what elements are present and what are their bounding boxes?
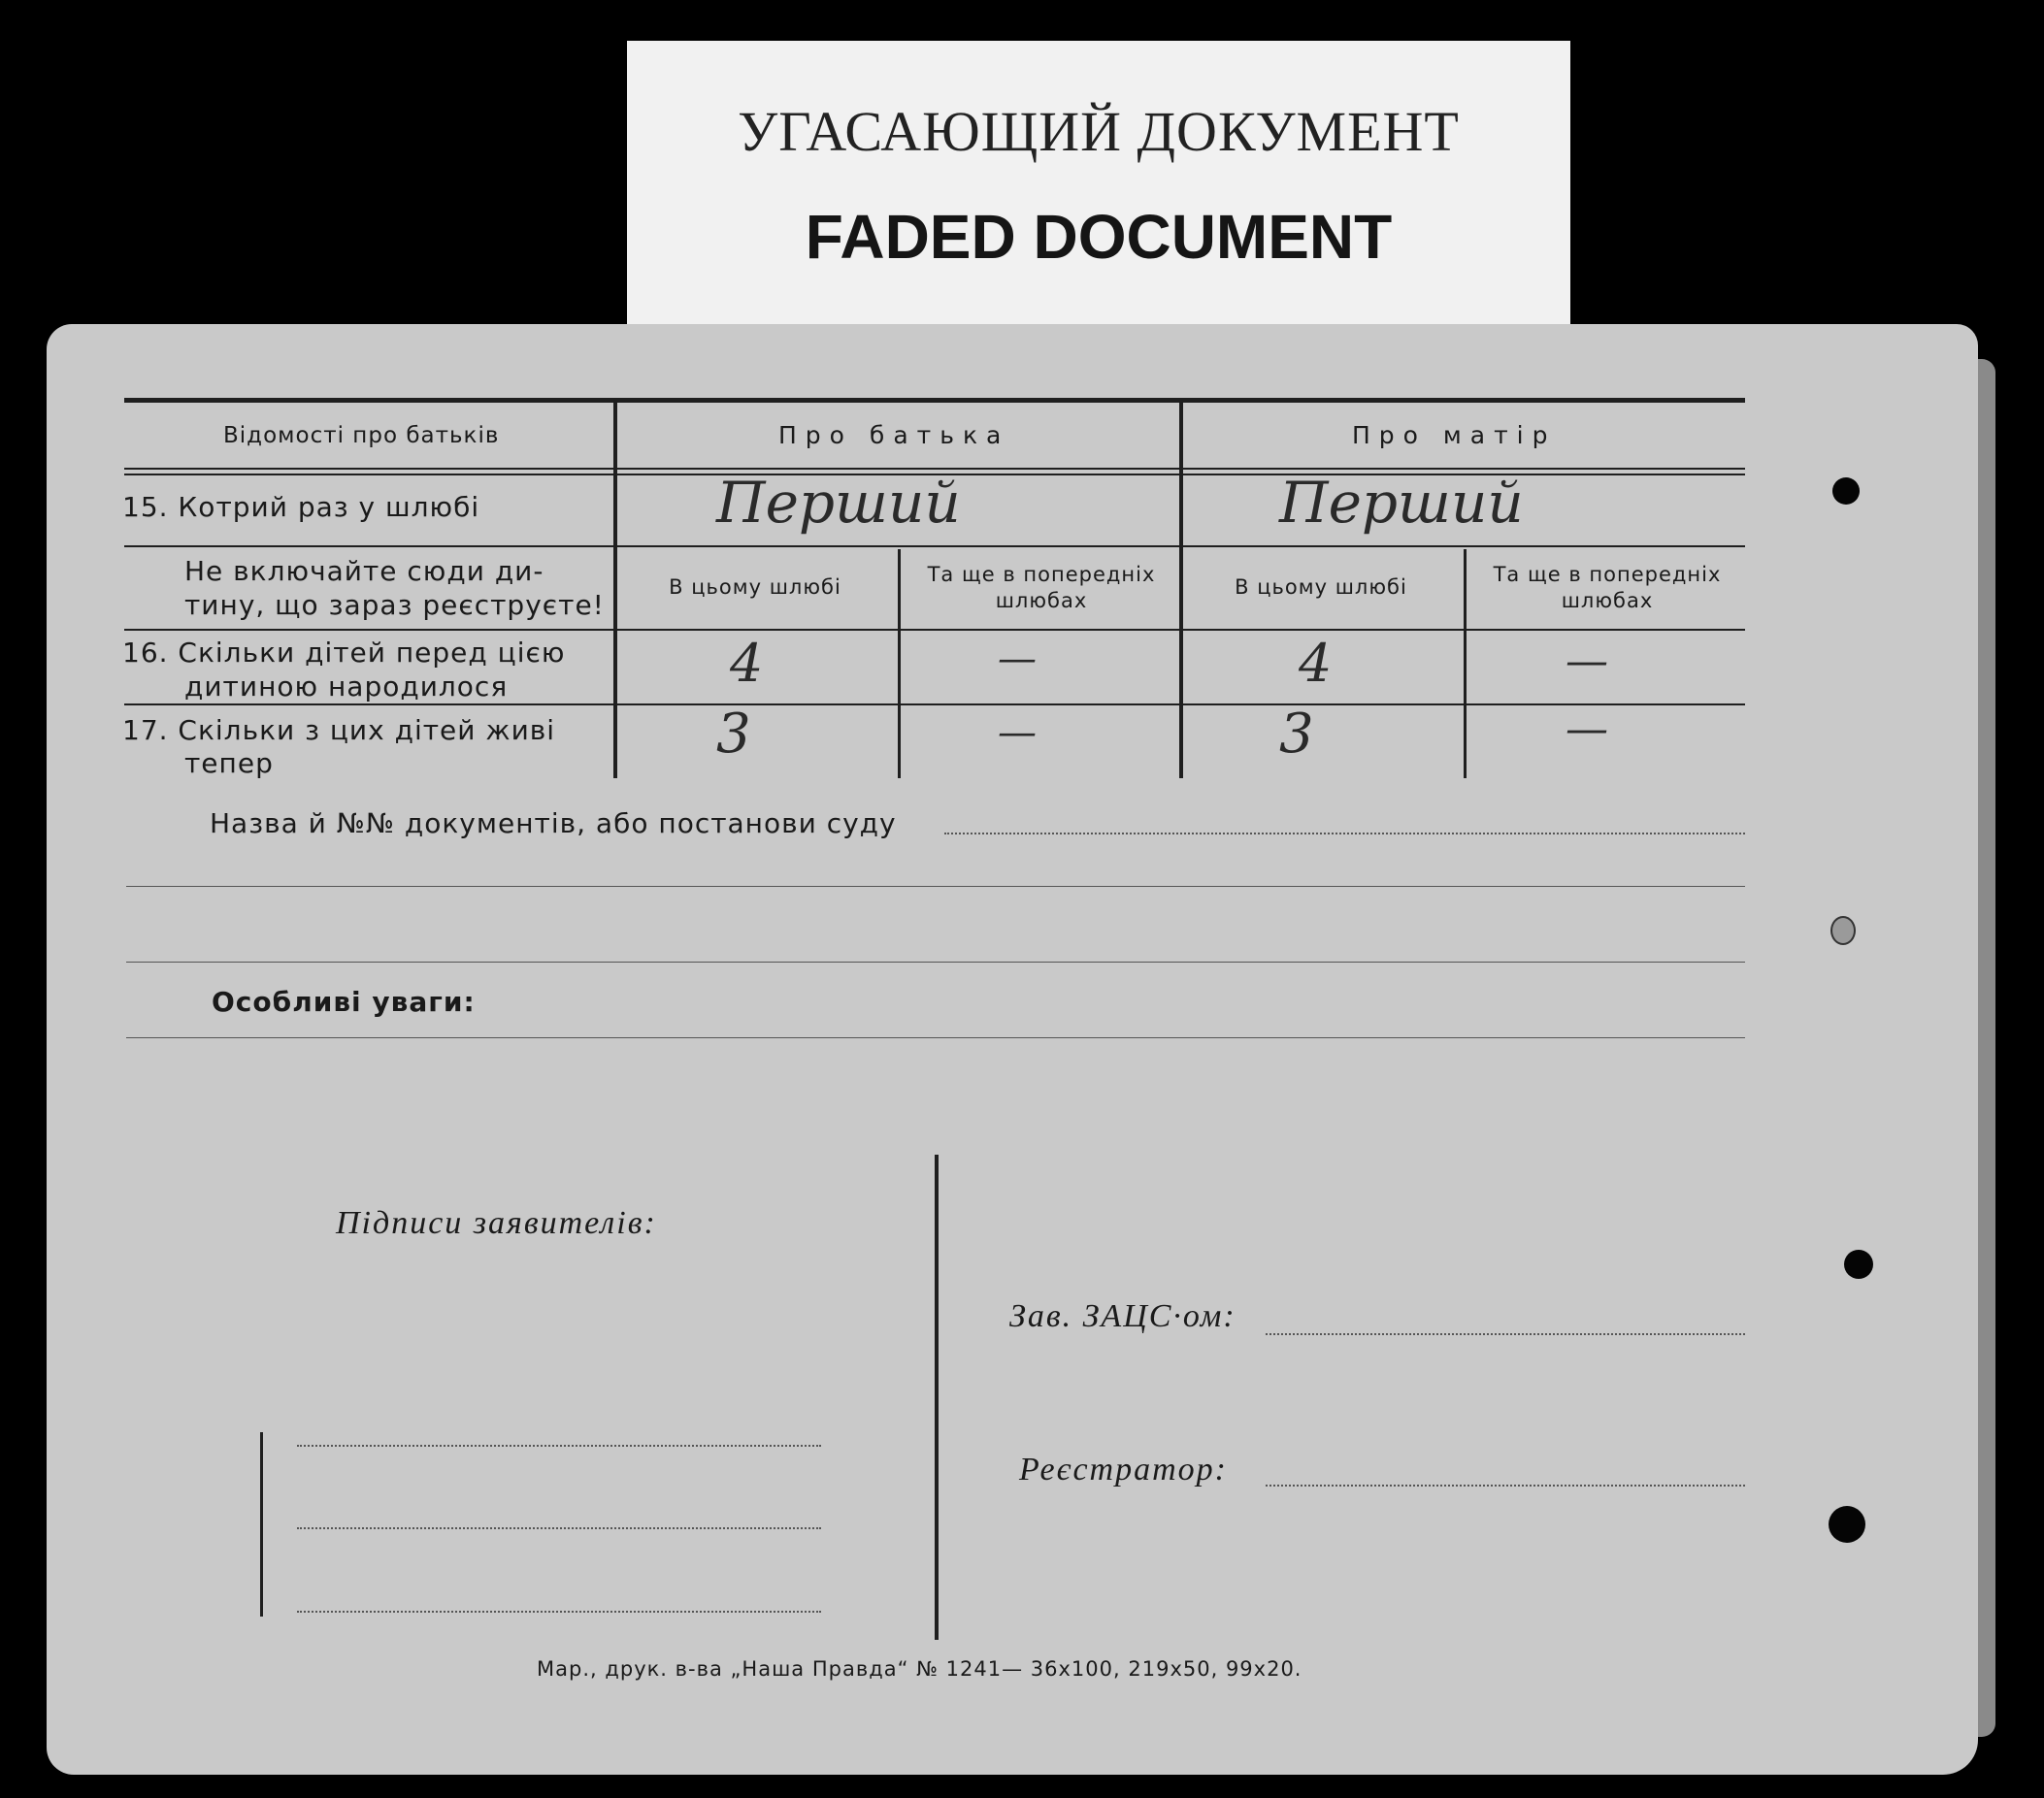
col-divider-1 bbox=[613, 400, 617, 778]
mother-this-marriage-header: В цьому шлюбі bbox=[1235, 575, 1407, 599]
col-divider-2 bbox=[1179, 400, 1183, 778]
row17-father-this: 3 bbox=[716, 703, 751, 766]
father-prev-header-line2: шлюбах bbox=[995, 589, 1088, 612]
mother-prev-header-line1: Та ще в попередніх bbox=[1493, 563, 1722, 586]
applicant-signature-line-1 bbox=[297, 1445, 821, 1447]
signature-bracket bbox=[260, 1432, 263, 1617]
documents-line-3 bbox=[126, 962, 1745, 963]
documents-line-2 bbox=[126, 886, 1745, 887]
registrar-signature-line bbox=[1266, 1485, 1745, 1487]
row17-father-prev: — bbox=[998, 710, 1037, 755]
head-zags-signature-line bbox=[1266, 1333, 1745, 1335]
punch-hole bbox=[1829, 1506, 1865, 1543]
father-prev-marriages-header bbox=[906, 562, 1177, 614]
punch-hole bbox=[1830, 916, 1856, 945]
registrar-label: Реєстратор: bbox=[1019, 1452, 1228, 1487]
row15-father-value: Перший bbox=[716, 470, 961, 536]
remarks-line bbox=[126, 1037, 1745, 1038]
note-line-1: Не включайте сюди ди- bbox=[184, 555, 544, 587]
row16-father-prev: — bbox=[998, 637, 1037, 681]
col-divider-3 bbox=[898, 549, 901, 778]
header-father: Про батька bbox=[778, 421, 1010, 449]
printer-imprint: Мар., друк. в-ва „Наша Правда“ № 1241— 36х100, 219х50, 99х20. bbox=[537, 1657, 1302, 1681]
father-prev-header-line1: Та ще в попередніх bbox=[927, 563, 1156, 586]
row16-line-1: 16. Скільки дітей перед цією bbox=[122, 637, 566, 669]
row16-mother-prev: — bbox=[1566, 637, 1608, 686]
remarks-label: Особливі уваги: bbox=[212, 986, 476, 1018]
row16-mother-this: 4 bbox=[1299, 633, 1333, 694]
banner-russian: УГАСАЮЩИЙ ДОКУМЕНТ bbox=[738, 100, 1460, 163]
subheader-rule bbox=[124, 629, 1745, 631]
applicant-signature-line-3 bbox=[297, 1611, 821, 1613]
faded-document-label bbox=[627, 41, 1570, 332]
row17-mother-prev: — bbox=[1566, 704, 1608, 754]
mother-prev-marriages-header bbox=[1471, 562, 1743, 614]
row17-line-2: тепер bbox=[184, 747, 274, 779]
row16-father-this: 4 bbox=[730, 633, 764, 694]
header-mother: Про матір bbox=[1352, 421, 1557, 449]
row16-line-2: дитиною народилося bbox=[184, 670, 509, 703]
punch-hole bbox=[1844, 1250, 1873, 1279]
punch-hole bbox=[1832, 477, 1860, 505]
row15-rule bbox=[124, 545, 1745, 547]
documents-fill-line bbox=[944, 833, 1745, 834]
row16-rule bbox=[124, 703, 1745, 705]
applicant-signature-line-2 bbox=[297, 1527, 821, 1529]
applicants-signatures-label: Підписи заявителів: bbox=[336, 1205, 657, 1241]
col-divider-4 bbox=[1464, 549, 1467, 778]
documents-label: Назва й №№ документів, або постанови суду bbox=[210, 807, 897, 839]
note-line-2: тину, що зараз реєструєте! bbox=[184, 589, 605, 621]
row15-label: 15. Котрий раз у шлюбі bbox=[122, 491, 480, 523]
row17-mother-this: 3 bbox=[1279, 703, 1314, 766]
signature-divider bbox=[935, 1155, 939, 1640]
row15-mother-value: Перший bbox=[1279, 470, 1524, 536]
mother-prev-header-line2: шлюбах bbox=[1561, 589, 1654, 612]
header-parents: Відомості про батьків bbox=[223, 423, 500, 448]
head-zags-label: Зав. ЗАЦС·ом: bbox=[1009, 1298, 1236, 1334]
row17-line-1: 17. Скільки з цих дітей живі bbox=[122, 714, 556, 746]
banner-english: FADED DOCUMENT bbox=[805, 202, 1393, 272]
table-top-rule bbox=[124, 398, 1745, 403]
father-this-marriage-header: В цьому шлюбі bbox=[669, 575, 841, 599]
registration-form bbox=[47, 324, 1978, 1775]
